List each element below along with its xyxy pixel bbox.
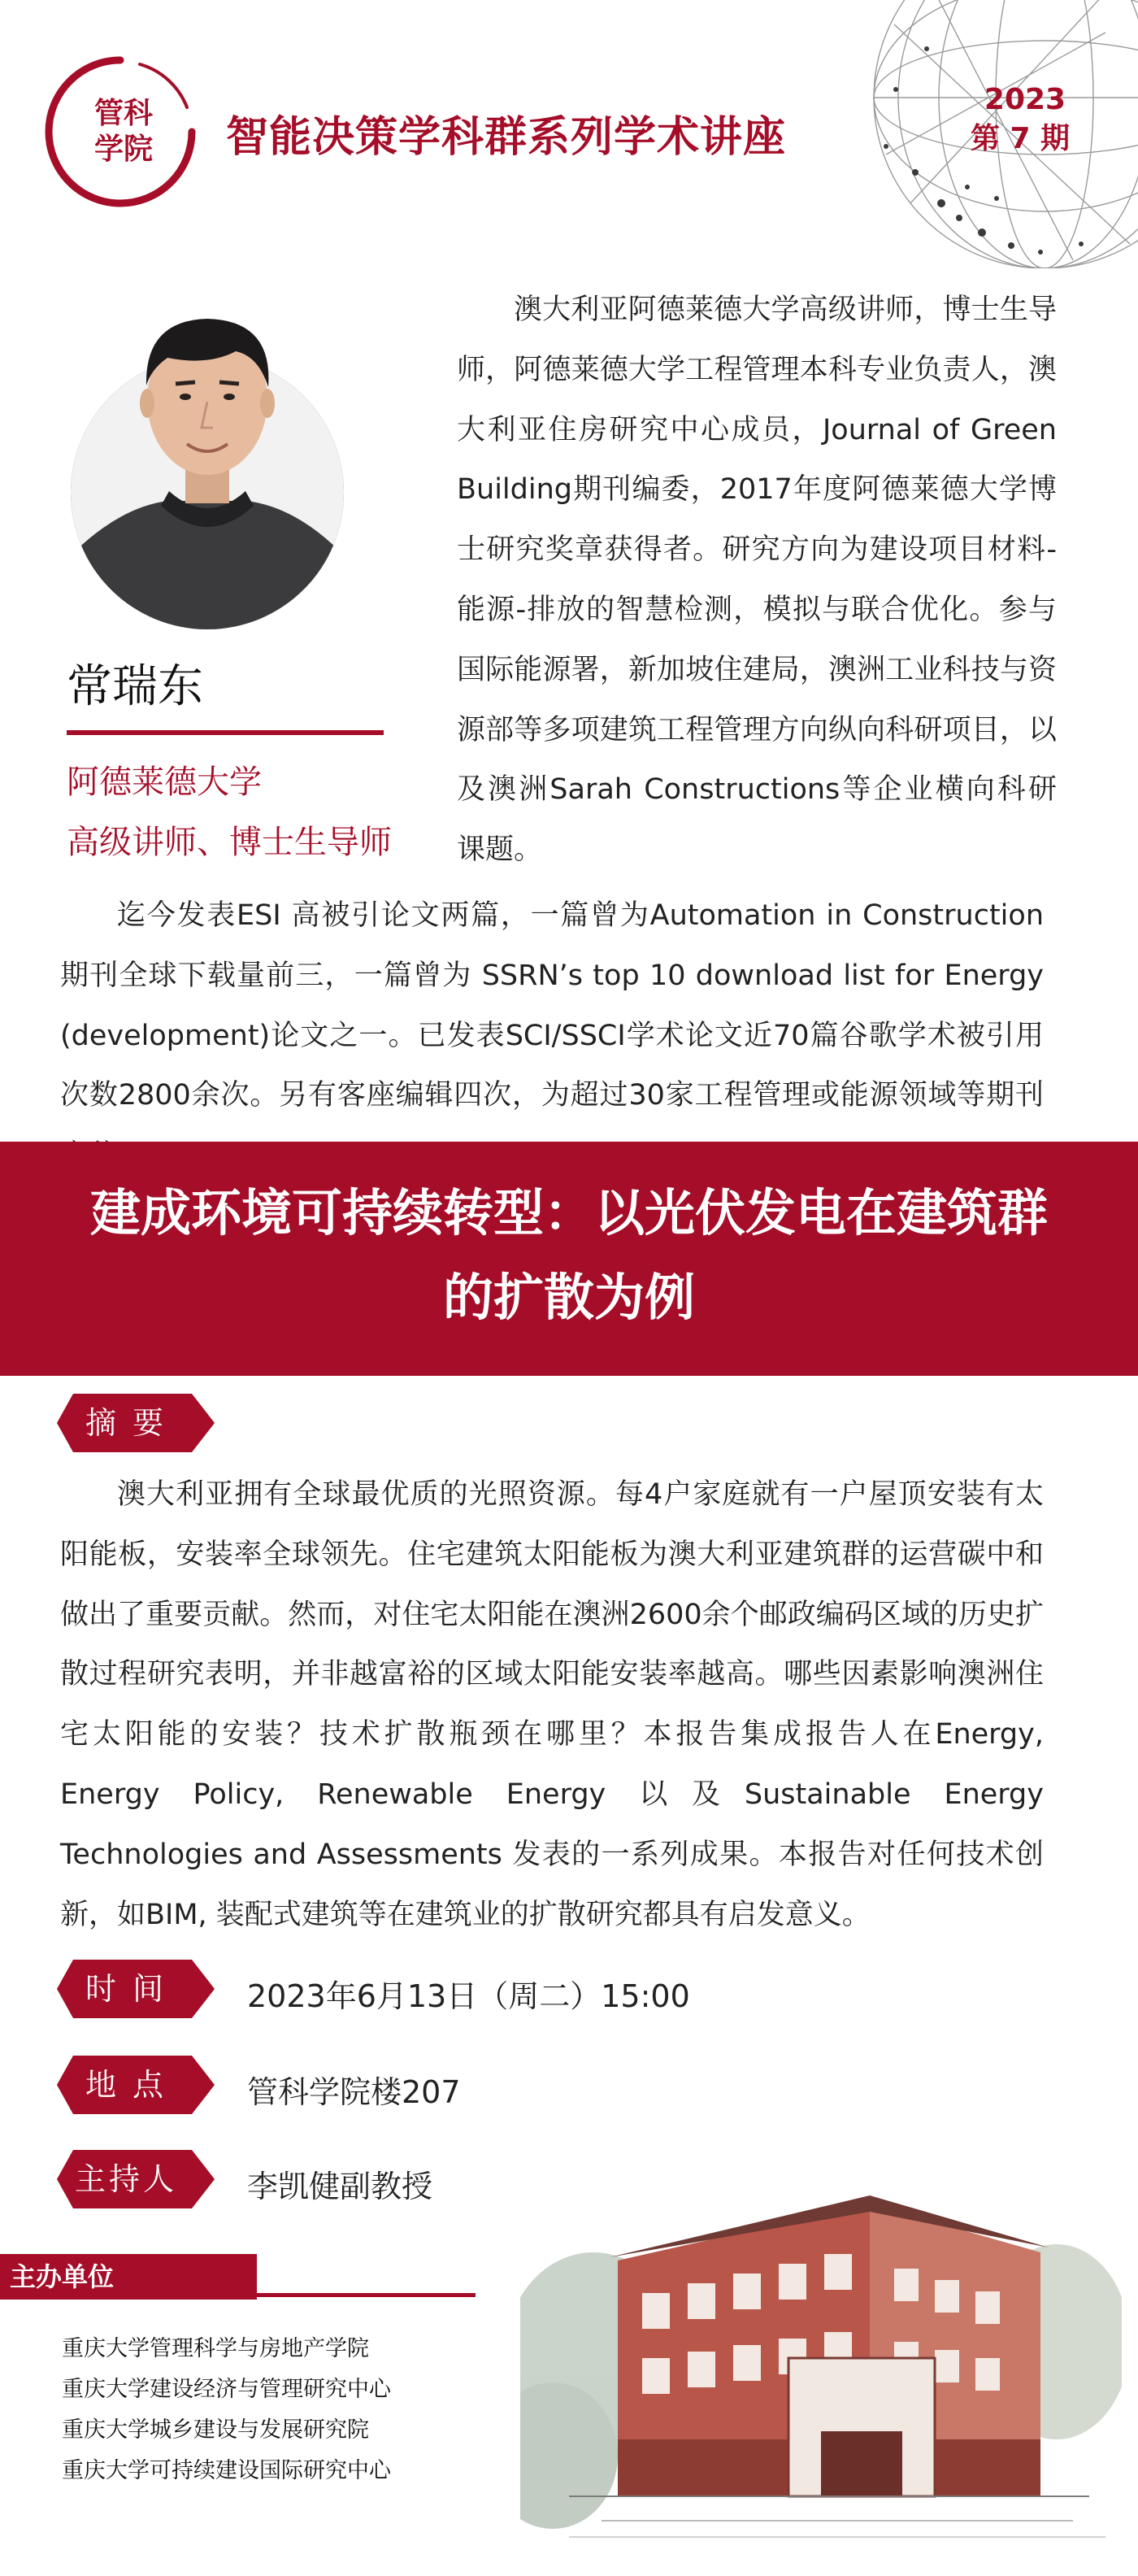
speaker-bio-column bbox=[457, 281, 1057, 881]
building-sketch-illustration bbox=[520, 2114, 1122, 2553]
place-tag bbox=[57, 2056, 215, 2114]
series-title: 智能决策学科群系列学术讲座 bbox=[226, 113, 787, 162]
bio-full-text: 迄今发表ESI 高被引论文两篇，一篇曾为Automation in Construction 期刊全球下载量前三，一篇曾为 SSRN’s top 10 download list for Energy (development)论文之一。已发表SCI/SSCI学术论文近70篇谷歌学术被引用次数2800余次。另有客座编辑四次，为超过30家工程管理或能源领域等期刊 bbox=[60, 899, 1044, 1112]
logo-line1: 管科 bbox=[93, 97, 153, 130]
abstract-label: 摘 要 bbox=[85, 1405, 167, 1441]
host-value: 李凯健副教授 bbox=[247, 2169, 433, 2204]
place-value: 管科学院楼207 bbox=[247, 2074, 461, 2110]
college-logo bbox=[85, 96, 163, 168]
time-value: 2023年6月13日（周二）15:00 bbox=[247, 1978, 690, 2014]
organizer-label: 主办单位 bbox=[10, 2261, 115, 2292]
organizer-item: 重庆大学城乡建设与发展研究院 bbox=[62, 2417, 369, 2443]
speaker-name: 常瑞东 bbox=[67, 660, 203, 713]
speaker-portrait bbox=[70, 288, 345, 629]
talk-title-line1: 建成环境可持续转型：以光伏发电在建筑群 bbox=[89, 1183, 1048, 1242]
organizer-rule bbox=[0, 2293, 476, 2297]
bio-column-text: 澳大利亚阿德莱德大学高级讲师，博士生导师，阿德莱德大学工程管理本科专业负责人，澳大利亚住房研究中心成员，Journal of Green Building期刊编委，2017年度阿德莱德大学博士研究奖章获得者。研究方向为建设项目材料-能源-排放的智慧检测，模拟与联合优化。参与国际能源署，新加坡住建局，澳洲工业科技与资源部等多项建筑工程管理方向纵向科研项目，以及澳洲Sarah Constructions等企业横向科研课题。 bbox=[457, 294, 1057, 867]
host-tag bbox=[57, 2150, 215, 2208]
issue-label: 第 7 期 bbox=[970, 122, 1071, 155]
time-tag bbox=[57, 1960, 215, 2018]
name-underline bbox=[67, 730, 384, 735]
abstract-text: 澳大利亚拥有全球最优质的光照资源。每4户家庭就有一户屋顶安装有太阳能板，安装率全球领先。住宅建筑太阳能板为澳大利亚建筑群的运营碳中和做出了重要贡献。然而，对住宅太阳能在澳洲2600余个邮政编码区域的历史扩散过程研究表明，并非越富裕的区域太阳能安装率越高。哪些因素影响澳洲住宅太阳能的安装？技术扩散瓶颈在哪里？本报告集成报告人在Energy, Energy Policy, Renewable Energy 以及Sustainable Energy Technologies and Assessments 发表的一系列成果。本报告对任何技术创新，如BIM, 装配式建筑等在建筑业的扩散研究都具有启发意义。 bbox=[60, 1478, 1044, 1931]
abstract-body bbox=[60, 1465, 1044, 1945]
logo-line2: 学院 bbox=[93, 133, 153, 166]
time-label: 时 间 bbox=[85, 1971, 167, 2007]
organizer-list bbox=[62, 2329, 484, 2491]
host-label: 主持人 bbox=[74, 2161, 177, 2197]
talk-title-line2: 的扩散为例 bbox=[442, 1268, 695, 1327]
abstract-tag bbox=[57, 1394, 215, 1452]
year-label: 2023 bbox=[984, 83, 1066, 116]
organizer-item: 重庆大学管理科学与房地产学院 bbox=[62, 2336, 369, 2361]
place-label: 地 点 bbox=[85, 2067, 167, 2103]
organizer-item: 重庆大学建设经济与管理研究中心 bbox=[62, 2377, 391, 2402]
speaker-position: 高级讲师、博士生导师 bbox=[67, 824, 392, 861]
talk-title bbox=[33, 1171, 1105, 1340]
organizer-item: 重庆大学可持续建设国际研究中心 bbox=[62, 2458, 391, 2483]
talk-title-banner bbox=[0, 1142, 1138, 1376]
speaker-affiliation: 阿德莱德大学 bbox=[67, 764, 262, 801]
